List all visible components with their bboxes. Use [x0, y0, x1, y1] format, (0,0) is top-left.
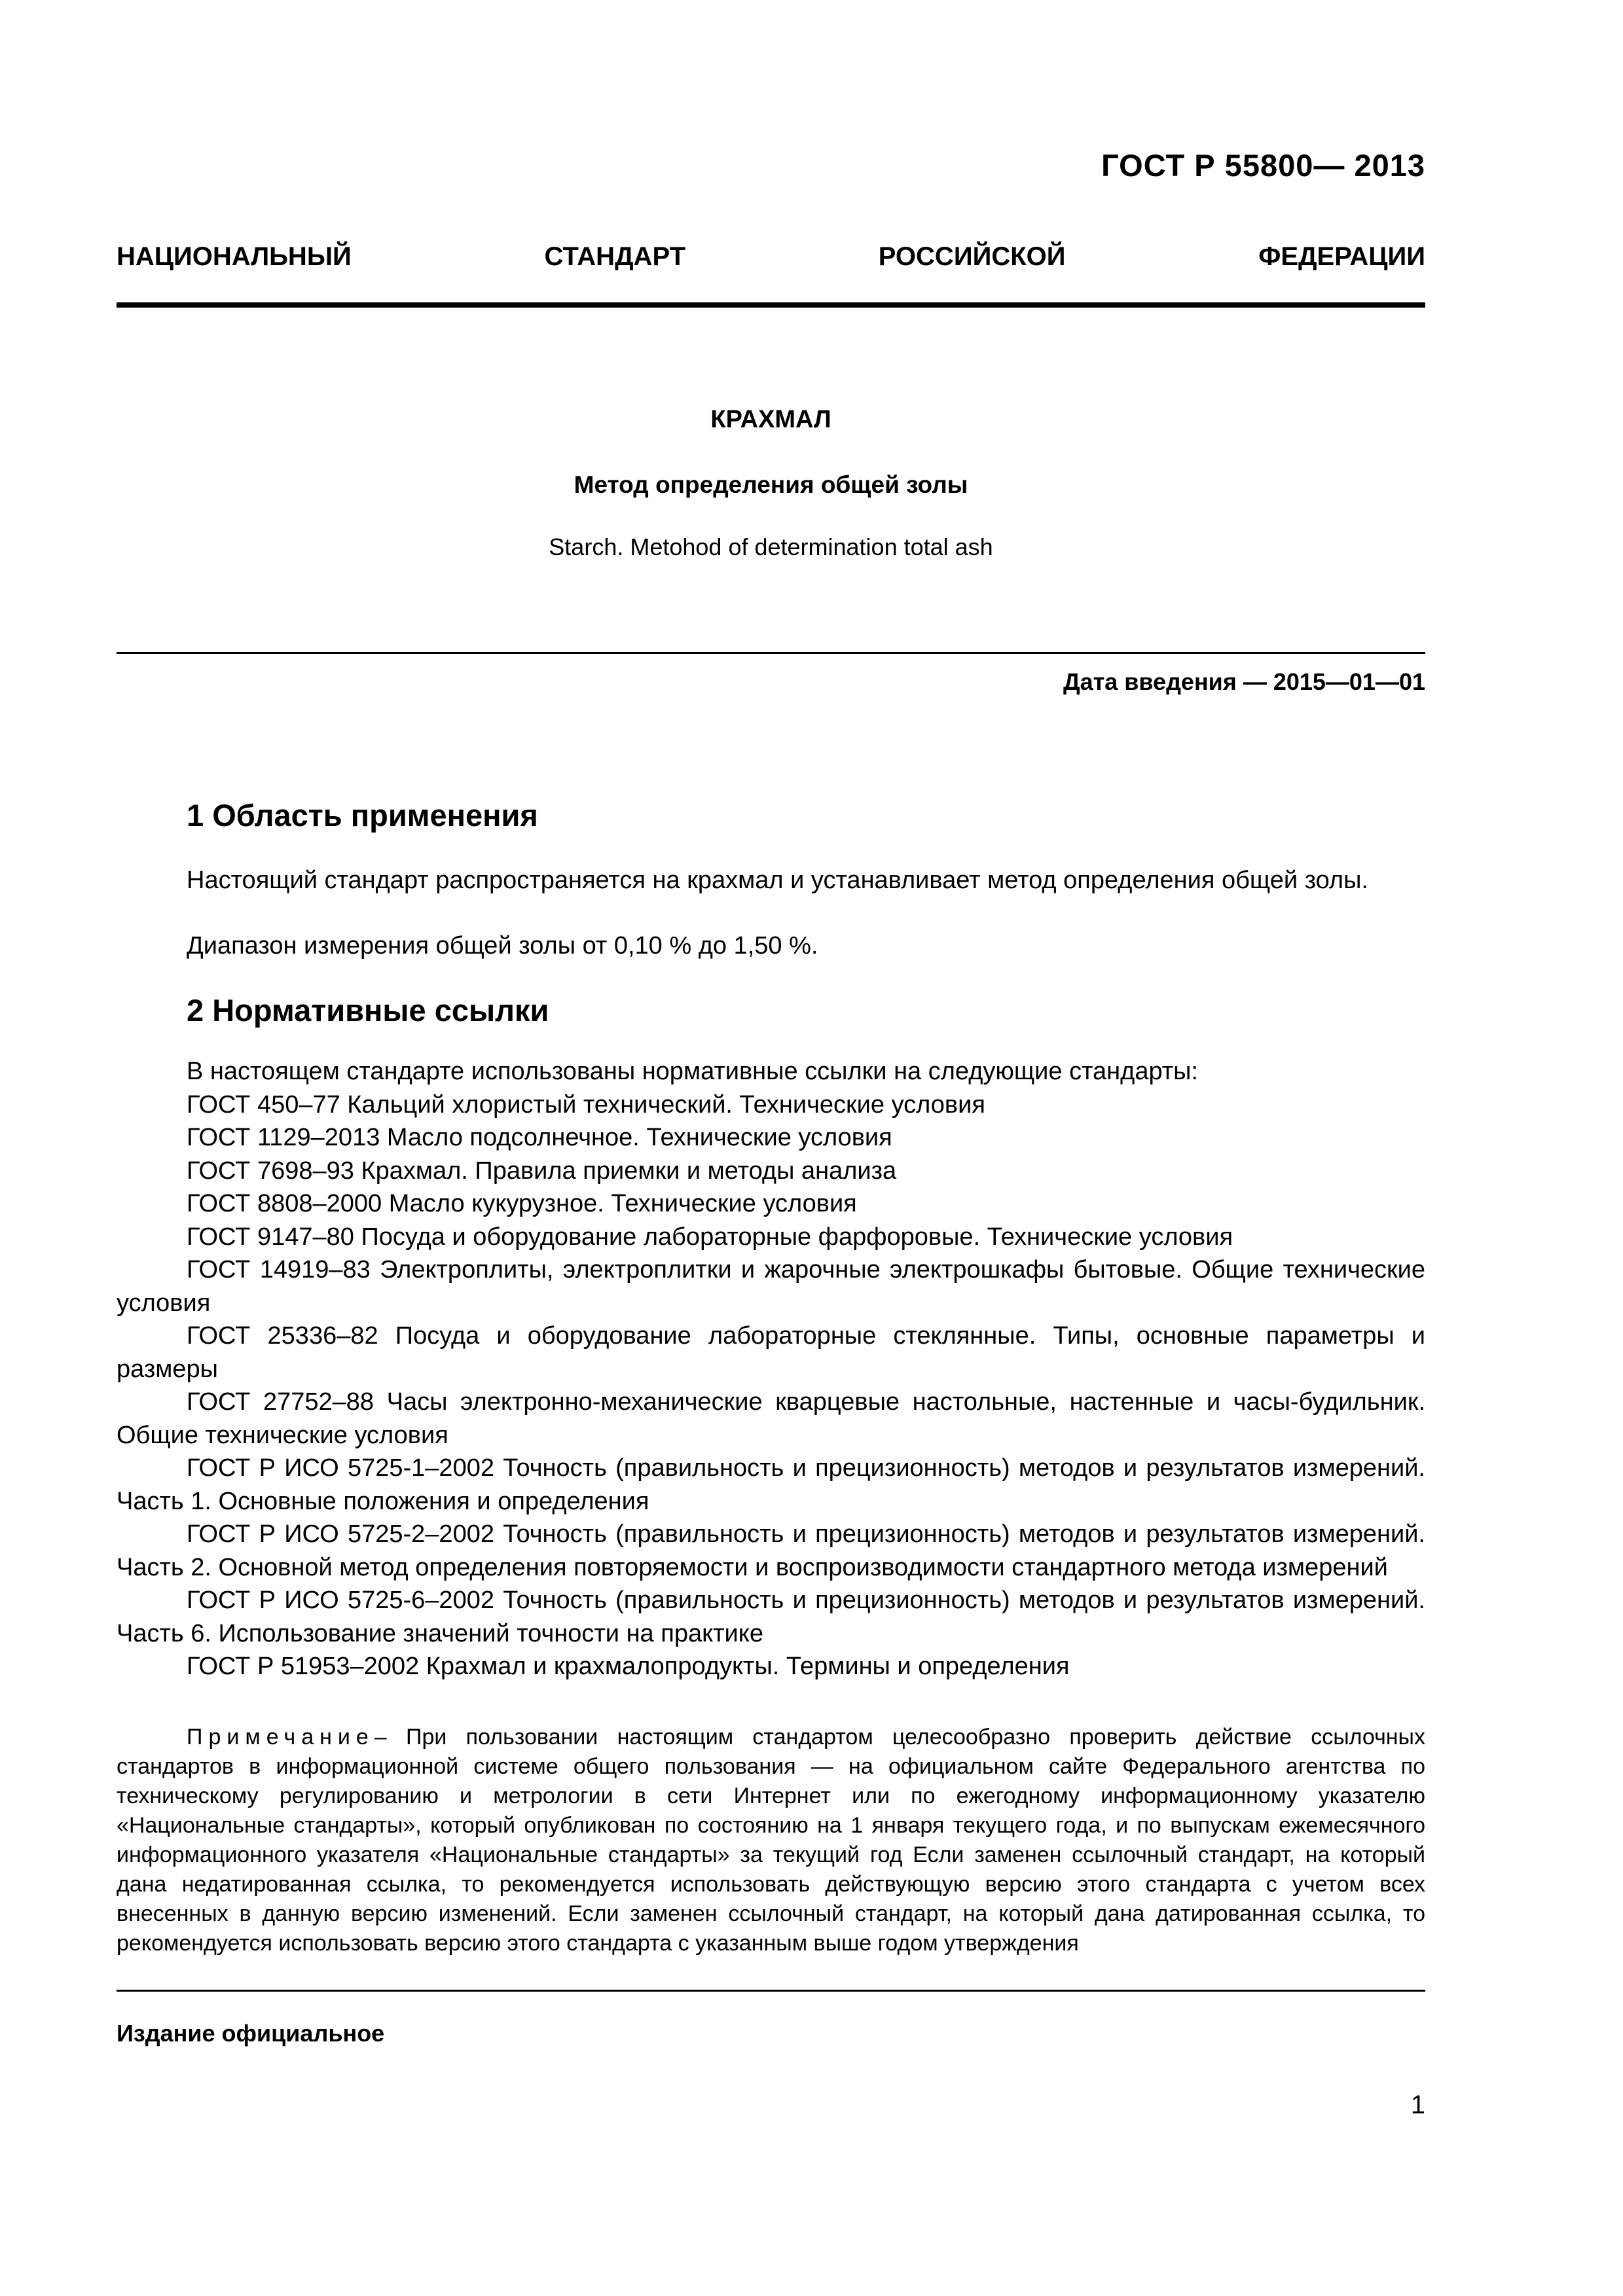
section-1-paragraph-1-text: Настоящий стандарт распространяется на крахмал и устанавливает метод определения общей золы.	[187, 867, 1368, 894]
document-page	[117, 0, 1425, 2296]
reference-item: ГОСТ Р ИСО 5725-1–2002 Точность (правильность и прецизионность) методов и результатов измерений. Часть 1. Основные положения и определения	[117, 1454, 1425, 1515]
reference-item: ГОСТ 450–77 Кальций хлористый технический. Технические условия	[187, 1090, 985, 1119]
reference-item: ГОСТ 7698–93 Крахмал. Правила приемки и методы анализа	[187, 1157, 897, 1185]
official-edition-label: Издание официальное	[117, 2020, 385, 2047]
reference-item: ГОСТ 9147–80 Посуда и оборудование лабораторные фарфоровые. Технические условия	[187, 1223, 1233, 1251]
reference-item: ГОСТ Р ИСО 5725-6–2002 Точность (правильность и прецизионность) методов и результатов измерений. Часть 6. Использование значений точности на практике	[117, 1587, 1425, 1647]
note-paragraph	[117, 1723, 1425, 1958]
section-1-paragraph-2	[117, 929, 1425, 962]
introduction-date: Дата введения — 2015—01—01	[1063, 668, 1425, 695]
document-subtitle: Метод определения общей золы	[574, 471, 968, 498]
references-lead: В настоящем стандарте использованы нормативные ссылки на следующие стандарты:	[187, 1058, 1199, 1085]
standard-number: ГОСТ Р 55800— 2013	[1101, 148, 1425, 183]
reference-item: ГОСТ 1129–2013 Масло подсолнечное. Технические условия	[187, 1124, 892, 1151]
national-standard-banner	[117, 242, 1425, 272]
normative-references-list	[117, 1055, 1425, 1683]
note-label: Примечание	[187, 1725, 374, 1749]
banner-word-1: НАЦИОНАЛЬНЫЙ	[117, 242, 352, 271]
banner-word-4: ФЕДЕРАЦИИ	[1258, 242, 1425, 271]
header-divider	[117, 302, 1425, 308]
reference-item: ГОСТ 8808–2000 Масло кукурузное. Технические условия	[187, 1190, 857, 1217]
section-1-paragraph-2-text: Диапазон измерения общей золы от 0,10 % до 1,50 %.	[187, 932, 818, 960]
title-divider	[117, 652, 1425, 654]
section-1-paragraph-1	[117, 864, 1425, 897]
reference-item: ГОСТ Р ИСО 5725-2–2002 Точность (правильность и прецизионность) методов и результатов измерений. Часть 2. Основной метод определения повторяемости и воспроизводимости стандартного метода измерений	[117, 1520, 1425, 1581]
reference-item: ГОСТ 27752–88 Часы электронно-механические кварцевые настольные, настенные и часы-будильник. Общие технические условия	[117, 1388, 1425, 1449]
reference-item: ГОСТ 25336–82 Посуда и оборудование лабораторные стеклянные. Типы, основные параметры и размеры	[117, 1322, 1425, 1383]
banner-word-2: СТАНДАРТ	[544, 242, 686, 271]
document-title: КРАХМАЛ	[710, 406, 831, 433]
reference-item: ГОСТ 14919–83 Электроплиты, электроплитки и жарочные электрошкафы бытовые. Общие технические условия	[117, 1256, 1425, 1317]
note-text: – При пользовании настоящим стандартом целесообразно проверить действие ссылочных стандартов в информационной системе общего пользования — на официальном сайте Федерального агентства по техническому регулированию и метрологии в сети Интернет или по ежегодному информационному указателю «Национальные стандарты», который опубликован по состоянию на 1 января текущего года, и по выпускам ежемесячного информационного указателя «Национальные стандарты» за текущий год Если заменен ссылочный стандарт, на который дана недатированная ссылка, то рекомендуется использовать действующую версию этого стандарта с учетом всех внесенных в данную версию изменений. Если заменен ссылочный стандарт, на который дана датированная ссылка, то рекомендуется использовать версию этого стандарта с указанным выше годом утверждения	[117, 1725, 1425, 1956]
document-title-english: Starch. Metohod of determination total ash	[549, 533, 993, 560]
page-number: 1	[1410, 2090, 1425, 2119]
reference-item: ГОСТ Р 51953–2002 Крахмал и крахмалопродукты. Термины и определения	[187, 1653, 1070, 1680]
section-1-heading: 1 Область применения	[187, 798, 538, 833]
section-2-heading: 2 Нормативные ссылки	[187, 993, 549, 1028]
banner-word-3: РОССИЙСКОЙ	[878, 242, 1066, 271]
footer-divider	[117, 1990, 1425, 1992]
